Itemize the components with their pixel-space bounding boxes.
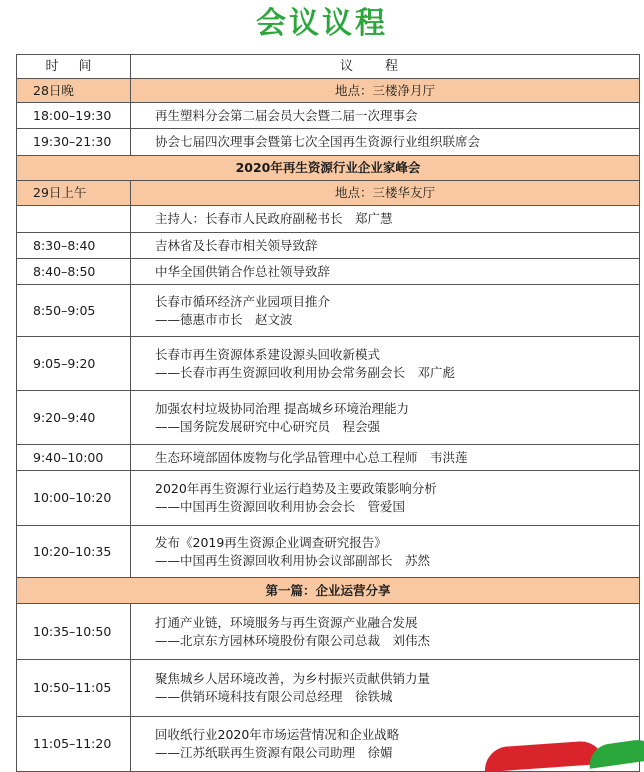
row-content xyxy=(131,526,640,578)
row-line: 回收纸行业2020年市场运营情况和企业战略 xyxy=(155,727,400,742)
row-line: 2020年再生资源行业运行趋势及主要政策影响分析 xyxy=(155,481,437,496)
table-row xyxy=(17,445,640,471)
row-content xyxy=(131,285,640,337)
day1-location: 地点：三楼净月厅 xyxy=(131,79,640,103)
row-line: 生态环境部固体废物与化学品管理中心总工程师 韦洪莲 xyxy=(155,449,468,465)
table-row xyxy=(17,526,640,578)
row-line: 长春市循环经济产业园项目推介 xyxy=(155,293,331,309)
row-speaker: ——德惠市市长 赵文波 xyxy=(155,311,293,327)
row-content xyxy=(131,129,640,156)
header-time: 时间 xyxy=(17,55,131,79)
row-time: 10:35–10:50 xyxy=(17,604,131,660)
table-row xyxy=(17,604,640,660)
row-speaker: ——长春市再生资源回收利用协会常务副会长 邓广彪 xyxy=(155,364,456,380)
table-row xyxy=(17,103,640,129)
part1-title-row xyxy=(17,578,640,604)
row-time: 10:50–11:05 xyxy=(17,660,131,717)
row-time: 9:20–9:40 xyxy=(17,391,131,445)
row-line: 吉林省及长春市相关领导致辞 xyxy=(155,237,318,253)
day2-location: 地点：三楼华友厅 xyxy=(131,181,640,206)
row-content xyxy=(131,604,640,660)
row-content xyxy=(131,103,640,129)
row-line: 主持人：长春市人民政府副秘书长 郑广慧 xyxy=(155,211,393,226)
row-content xyxy=(131,391,640,445)
row-content xyxy=(131,259,640,285)
row-line: 再生塑料分会第二届会员大会暨二届一次理事会 xyxy=(155,107,418,123)
row-speaker: ——中国再生资源回收利用协会会长 管爱国 xyxy=(155,499,406,514)
row-time: 10:20–10:35 xyxy=(17,526,131,578)
row-content xyxy=(131,660,640,717)
row-time: 18:00–19:30 xyxy=(17,103,131,129)
row-content xyxy=(131,206,640,233)
day2-section-row xyxy=(17,181,640,206)
row-time: 8:40–8:50 xyxy=(17,259,131,285)
row-time: 8:30–8:40 xyxy=(17,233,131,259)
row-content xyxy=(131,445,640,471)
table-row xyxy=(17,206,640,233)
table-row xyxy=(17,129,640,156)
table-header-row xyxy=(17,55,640,79)
row-speaker: ——江苏纸联再生资源有限公司助理 徐媚 xyxy=(155,745,393,760)
row-line: 聚焦城乡人居环境改善，为乡村振兴贡献供销力量 xyxy=(155,671,431,686)
row-speaker: ——供销环境科技有限公司总经理 徐铁城 xyxy=(155,689,393,704)
row-line: 协会七届四次理事会暨第七次全国再生资源行业组织联席会 xyxy=(155,134,481,149)
row-line: 打通产业链，环境服务与再生资源产业融合发展 xyxy=(155,614,418,630)
row-content xyxy=(131,471,640,526)
day1-date: 28日晚 xyxy=(17,79,131,103)
row-time: 19:30–21:30 xyxy=(17,129,131,156)
part1-title: 第一篇：企业运营分享 xyxy=(17,578,640,604)
row-time: 8:50–9:05 xyxy=(17,285,131,337)
row-content xyxy=(131,233,640,259)
summit-title: 2020年再生资源行业企业家峰会 xyxy=(17,156,640,181)
day1-section-row xyxy=(17,79,640,103)
agenda-table xyxy=(16,54,640,772)
table-row xyxy=(17,391,640,445)
summit-title-row xyxy=(17,156,640,181)
row-line: 加强农村垃圾协同治理 提高城乡环境治理能力 xyxy=(155,400,409,416)
row-line: 长春市再生资源体系建设源头回收新模式 xyxy=(155,346,381,362)
row-content xyxy=(131,337,640,391)
header-agenda: 议程 xyxy=(131,55,640,79)
row-line: 发布《2019再生资源企业调查研究报告》 xyxy=(155,534,387,550)
row-time: 9:05–9:20 xyxy=(17,337,131,391)
row-speaker: ——北京东方园林环境股份有限公司总裁 刘伟杰 xyxy=(155,632,431,648)
table-row xyxy=(17,259,640,285)
row-time: 10:00–10:20 xyxy=(17,471,131,526)
page-title: 会议议程 xyxy=(256,6,388,41)
row-time: 9:40–10:00 xyxy=(17,445,131,471)
table-row xyxy=(17,285,640,337)
day2-date: 29日上午 xyxy=(17,181,131,206)
row-speaker: ——国务院发展研究中心研究员 程会强 xyxy=(155,418,381,434)
row-time xyxy=(17,206,131,233)
table-row xyxy=(17,471,640,526)
table-row xyxy=(17,337,640,391)
row-time: 11:05–11:20 xyxy=(17,717,131,772)
row-line: 中华全国供销合作总社领导致辞 xyxy=(155,263,331,279)
row-speaker: ——中国再生资源回收利用协会议部副部长 苏然 xyxy=(155,552,431,568)
table-row xyxy=(17,233,640,259)
table-row xyxy=(17,660,640,717)
